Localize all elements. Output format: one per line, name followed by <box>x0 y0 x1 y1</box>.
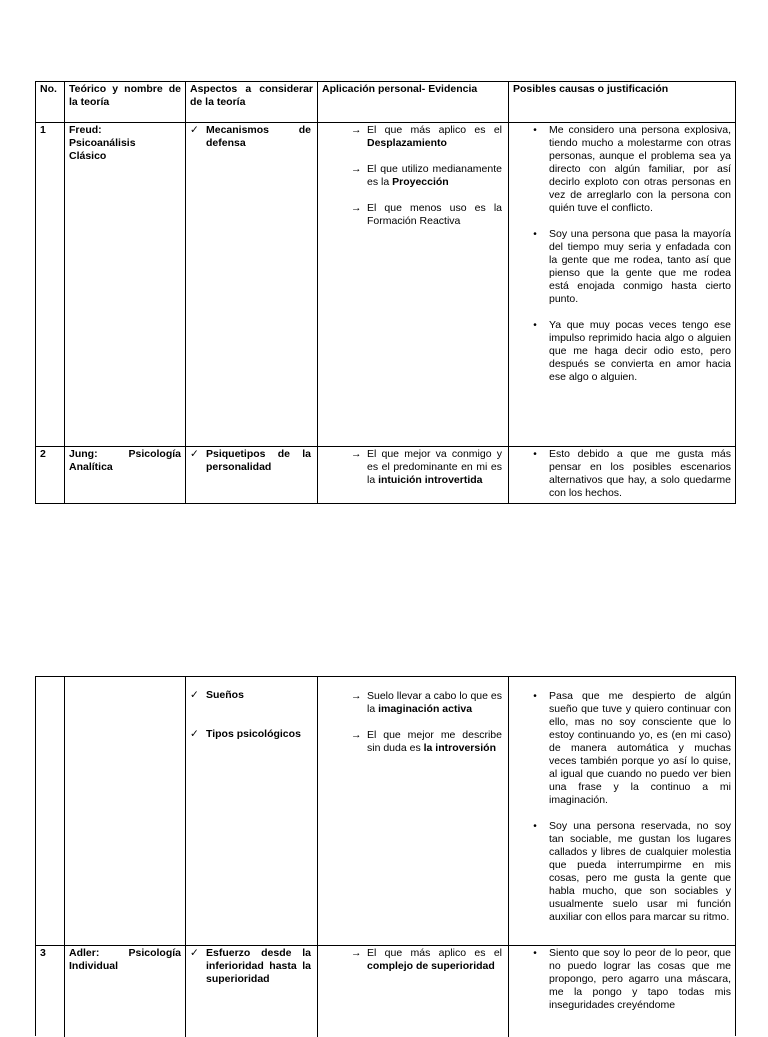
justification-item <box>521 820 733 924</box>
evidence-item <box>351 163 504 189</box>
evidence-item <box>351 690 504 716</box>
theorist-name: Adler: Psicología Individual <box>65 946 186 1037</box>
arrow-icon: → <box>351 729 362 741</box>
evidence-item <box>351 202 504 228</box>
justification-item <box>521 124 733 215</box>
evidence-highlight: la introversión <box>423 742 496 754</box>
aspect-item <box>170 124 313 150</box>
evidence-cell <box>318 123 509 446</box>
row-number <box>36 677 65 945</box>
table-theories-part1 <box>35 81 736 504</box>
bullet-icon: • <box>533 320 537 331</box>
justification-cell <box>509 447 737 503</box>
evidence-cell <box>318 677 509 945</box>
arrow-icon: → <box>351 947 362 959</box>
justification-item <box>521 448 733 500</box>
evidence-item <box>351 729 504 755</box>
justification-text: Soy una persona que pasa la mayoría del tiempo muy seria y enfadada con la gente que me rodea, tanto así que pienso que la gente que me rodea está enojada conmigo hasta cierto punto. <box>549 228 731 305</box>
theorist-name <box>65 123 186 446</box>
aspect-item <box>170 448 313 474</box>
evidence-text: El que más aplico es el <box>367 947 502 959</box>
justification-cell <box>509 677 737 945</box>
header-causas: Posibles causas o justificación <box>513 83 669 95</box>
justification-text: Soy una persona reservada, no soy tan sociable, me gustan los lugares callados y libres de cualquier molestia que pueda interrumpirme en mis cosas, pero me gusta la gente que habla mucho, que son sociables y usualmente suelo usar mi función auxiliar con ellos para marcar su ritmo. <box>549 820 731 923</box>
evidence-text: El que más aplico es el <box>367 124 502 136</box>
aspect-item <box>170 947 313 986</box>
check-icon: ✓ <box>190 728 199 740</box>
bullet-icon: • <box>533 691 537 702</box>
theorist-name: Jung: Psicología Analítica <box>65 447 186 503</box>
justification-item <box>521 690 733 807</box>
aspect-cell <box>186 123 318 446</box>
aspect-cell <box>186 946 318 1037</box>
justification-item <box>521 947 733 1012</box>
aspect-item <box>170 728 313 741</box>
aspect-text: Psiquetipos de la personalidad <box>206 448 311 473</box>
bullet-icon: • <box>533 821 537 832</box>
bullet-icon: • <box>533 229 537 240</box>
header-teorico: Teórico y nombre de la teoría <box>65 82 186 122</box>
bullet-icon: • <box>533 449 537 460</box>
arrow-icon: → <box>351 690 362 702</box>
justification-text: Siento que soy lo peor de lo peor, que no puedo lograr las cosas que me propongo, pero agarro una máscara, me la pongo y tapo todas mis inseguridades creyéndome <box>549 947 731 1011</box>
evidence-item <box>351 124 504 150</box>
justification-text: Ya que muy pocas veces tengo ese impulso reprimido hacia algo o alguien que me haga decir odio esto, pero después se convierta en amor hacia ese algo o alguien. <box>549 319 731 383</box>
check-icon: ✓ <box>190 689 199 701</box>
evidence-highlight: intuición introvertida <box>378 474 483 486</box>
evidence-cell <box>318 447 509 503</box>
table-header-row <box>36 82 735 123</box>
aspect-cell <box>186 677 318 945</box>
justification-text: Me considero una persona explosiva, tiendo mucho a molestarme con otras personas, aunque el problema sea ya directo con algún familiar, por así decirlo exploto con otras personas en vez de arreglarlo con la persona con quién tuve el conflicto. <box>549 124 731 214</box>
header-aspectos: Aspectos a considerar de la teoría <box>186 82 318 122</box>
table-row <box>36 447 735 503</box>
check-icon: ✓ <box>190 124 199 136</box>
evidence-highlight: Proyección <box>392 176 449 188</box>
evidence-text: El que menos uso es la Formación Reactiva <box>367 202 502 227</box>
row-number: 3 <box>36 946 65 1037</box>
aspect-text: Esfuerzo desde la inferioridad hasta la superioridad <box>206 947 311 985</box>
theorist-text: Freud: Psicoanálisis Clásico <box>69 124 136 162</box>
justification-cell <box>509 946 737 1037</box>
justification-cell <box>509 123 737 446</box>
aspect-text: Sueños <box>206 689 244 701</box>
justification-text: Pasa que me despierto de algún sueño que tuve y quiero continuar con ello, mas no soy consciente que lo estoy continuando yo, es (en mi caso) de manera automática y muchas veces también porque yo así lo quise, al igual que cuando no puedo ver bien una frase y la continuo a mi imaginación. <box>549 690 731 806</box>
check-icon: ✓ <box>190 947 199 959</box>
evidence-cell <box>318 946 509 1037</box>
header-aplicacion: Aplicación personal- Evidencia <box>318 82 509 122</box>
justification-item <box>521 228 733 306</box>
row-number: 2 <box>36 447 65 503</box>
table-row <box>36 946 735 1037</box>
evidence-item <box>351 947 504 973</box>
evidence-text: El que utilizo medianamente es la <box>367 163 502 188</box>
table-theories-part2 <box>35 676 736 1036</box>
arrow-icon: → <box>351 448 362 460</box>
evidence-highlight: complejo de superioridad <box>367 960 495 972</box>
evidence-highlight: Desplazamiento <box>367 137 447 149</box>
aspect-text: Tipos psicológicos <box>206 728 301 740</box>
arrow-icon: → <box>351 202 362 214</box>
evidence-text: El que mejor me describe sin duda es <box>367 729 502 754</box>
table-row <box>36 677 735 946</box>
aspect-item <box>170 689 313 702</box>
arrow-icon: → <box>351 124 362 136</box>
aspect-cell <box>186 447 318 503</box>
justification-text: Esto debido a que me gusta más pensar en los posibles escenarios alternativos que hay, a solo quedarme con los hechos. <box>549 448 731 499</box>
evidence-item <box>351 448 504 487</box>
header-no: No. <box>36 82 65 122</box>
arrow-icon: → <box>351 163 362 175</box>
bullet-icon: • <box>533 125 537 136</box>
row-number: 1 <box>36 123 65 446</box>
evidence-text: El que mejor va conmigo y es el predominante en mi es la <box>367 448 502 486</box>
table-row <box>36 123 735 447</box>
check-icon: ✓ <box>190 448 199 460</box>
theorist-name <box>65 677 186 945</box>
justification-item <box>521 319 733 384</box>
evidence-highlight: imaginación activa <box>378 703 473 715</box>
bullet-icon: • <box>533 948 537 959</box>
evidence-text: Suelo llevar a cabo lo que es la <box>367 690 502 715</box>
aspect-text: Mecanismos de defensa <box>206 124 311 149</box>
